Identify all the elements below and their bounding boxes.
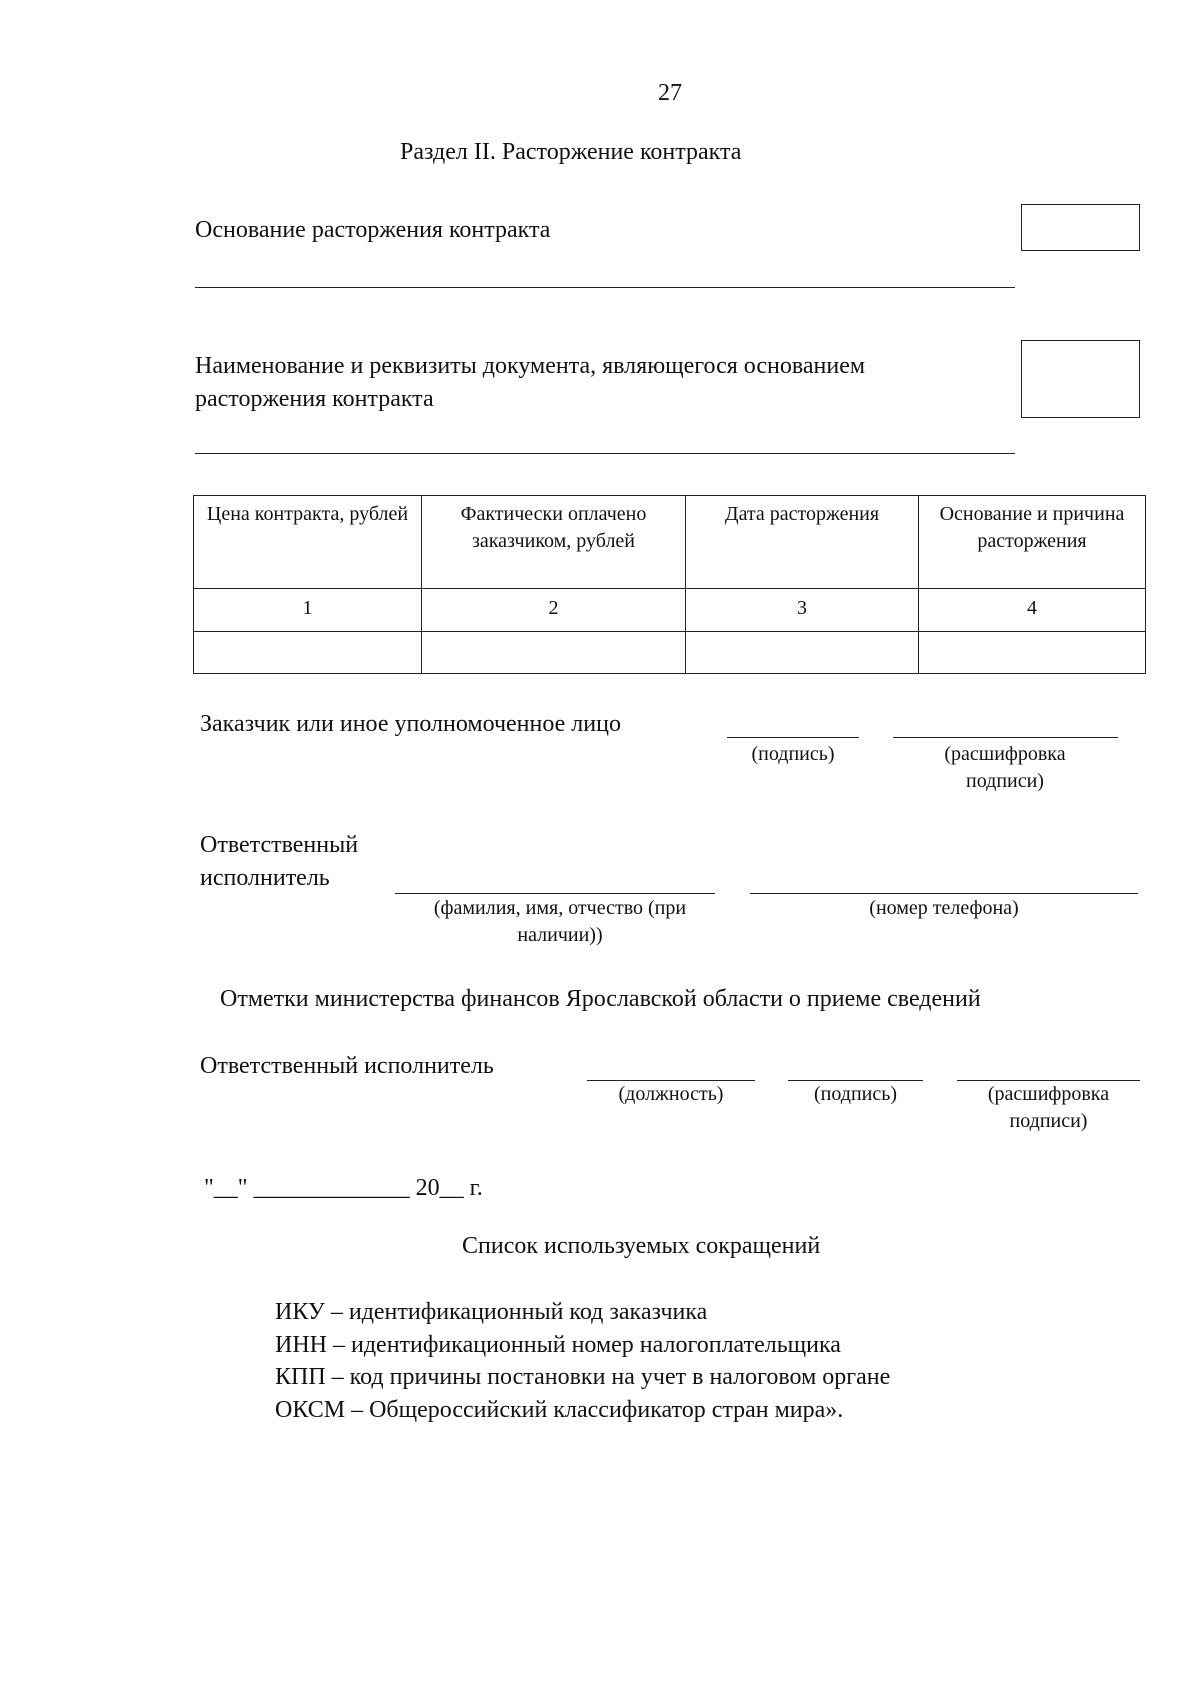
table-header-row xyxy=(194,496,1146,589)
table-cell[interactable] xyxy=(422,632,686,674)
customer-decoding-caption: (расшифровка подписи) xyxy=(944,743,1066,792)
header-termination-reason: Основание и причина расторжения xyxy=(919,496,1146,589)
column-number: 4 xyxy=(919,589,1146,632)
abbreviations-list xyxy=(275,1296,890,1426)
ministry-decoding-caption: (расшифровка подписи) xyxy=(987,1083,1110,1132)
list-item: ИКУ – идентификационный код заказчика xyxy=(275,1299,708,1325)
header-contract-price: Цена контракта, рублей xyxy=(194,496,422,589)
table-row xyxy=(194,632,1146,674)
abbreviations-title: Список используемых сокращений xyxy=(462,1233,821,1259)
list-item: ИНН – идентификационный номер налогоплательщика xyxy=(275,1331,841,1358)
table-cell[interactable] xyxy=(919,632,1146,674)
termination-basis-code-box[interactable] xyxy=(1021,204,1140,251)
executor-name-caption: (фамилия, имя, отчество (при наличии)) xyxy=(433,897,687,946)
executor-name-line[interactable] xyxy=(395,893,715,894)
header-actually-paid: Фактически оплачено заказчиком, рублей xyxy=(422,496,686,589)
section-title: Раздел II. Расторжение контракта xyxy=(400,139,742,165)
executor-label: Ответственный исполнитель xyxy=(200,832,359,891)
column-number: 1 xyxy=(194,589,422,632)
list-item: ОКСМ – Общероссийский классификатор стран мира». xyxy=(275,1396,844,1423)
page-number: 27 xyxy=(658,80,682,106)
ministry-signature-caption: (подпись) xyxy=(813,1083,898,1105)
list-item: КПП – код причины постановки на учет в налоговом органе xyxy=(275,1364,891,1390)
table-cell[interactable] xyxy=(194,632,422,674)
table-cell[interactable] xyxy=(686,632,919,674)
customer-signature-caption: (подпись) xyxy=(751,743,835,765)
ministry-title: Отметки министерства финансов Ярославской области о приеме сведений xyxy=(220,986,981,1012)
document-label: Наименование и реквизиты документа, являющегося основанием расторжения контракта xyxy=(195,353,866,412)
termination-table xyxy=(193,495,1146,674)
column-number: 2 xyxy=(422,589,686,632)
ministry-position-caption: (должность) xyxy=(618,1083,724,1105)
termination-basis-input-line[interactable] xyxy=(195,287,1015,288)
document-code-box[interactable] xyxy=(1021,340,1140,418)
document-input-line[interactable] xyxy=(195,453,1015,454)
customer-signature-line[interactable] xyxy=(727,737,859,738)
column-number: 3 xyxy=(686,589,919,632)
header-termination-date: Дата расторжения xyxy=(686,496,919,589)
customer-label: Заказчик или иное уполномоченное лицо xyxy=(200,711,621,737)
customer-decoding-line[interactable] xyxy=(893,737,1118,738)
ministry-executor-label: Ответственный исполнитель xyxy=(200,1053,494,1079)
termination-basis-label: Основание расторжения контракта xyxy=(195,217,551,243)
date-line[interactable]: "__" _____________ 20__ г. xyxy=(204,1175,483,1201)
table-number-row xyxy=(194,589,1146,632)
executor-phone-caption: (номер телефона) xyxy=(869,897,1019,919)
executor-phone-line[interactable] xyxy=(750,893,1138,894)
